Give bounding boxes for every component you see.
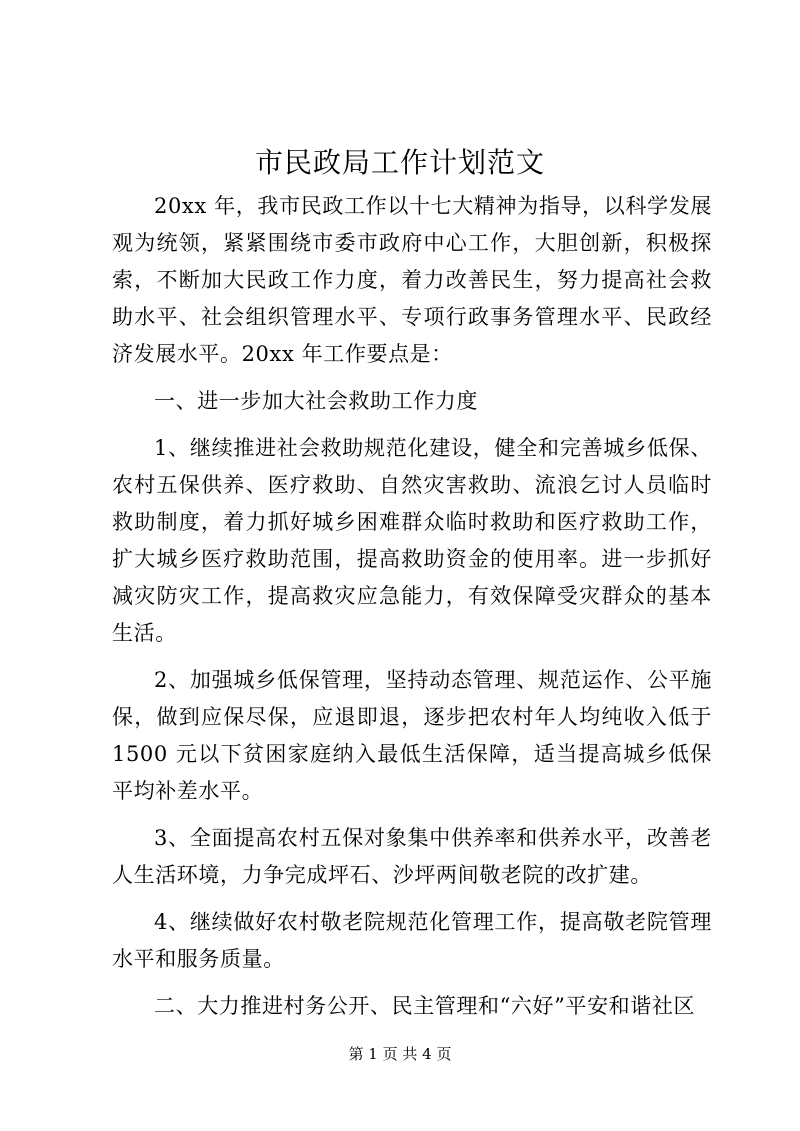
item-paragraph-1: 1、继续推进社会救助规范化建设，健全和完善城乡低保、农村五保供养、医疗救助、自然灾害救助、流浪乞讨人员临时救助制度，着力抓好城乡困难群众临时救助和医疗救助工作，扩大城乡医疗救助范围，提高救助资金的使用率。进一步抓好减灾防灾工作，提高救灾应急能力，有效保障受灾群众的基本生活。 xyxy=(112,436,712,645)
document-body xyxy=(112,188,712,1035)
section-heading-1: 一、进一步加大社会救助工作力度 xyxy=(154,389,478,413)
item-paragraph-3: 3、全面提高农村五保对象集中供养率和供养水平，改善老人生活环境，力争完成坪石、沙坪两间敬老院的改扩建。 xyxy=(112,826,712,887)
section-heading-2: 二、大力推进村务公开、民主管理和“六好”平安和谐社区 xyxy=(154,994,696,1018)
item-paragraph-4: 4、继续做好农村敬老院规范化管理工作，提高敬老院管理水平和服务质量。 xyxy=(112,910,712,971)
intro-paragraph: 20xx 年，我市民政工作以十七大精神为指导，以科学发展观为统领，紧紧围绕市委市政府中心工作，大胆创新，积极探索，不断加大民政工作力度，着力改善民生，努力提高社会救助水平、社会组织管理水平、专项行政事务管理水平、民政经济发展水平。20xx 年工作要点是： xyxy=(112,194,712,366)
page-title: 市民政局工作计划范文 xyxy=(254,146,545,179)
page-footer: 第 1 页 共 4 页 xyxy=(348,1045,452,1063)
item-paragraph-2: 2、加强城乡低保管理，坚持动态管理、规范运作、公平施保，做到应保尽保，应退即退，逐步把农村年人均纯收入低于1500 元以下贫困家庭纳入最低生活保障，适当提高城乡低保平均补差水平。 xyxy=(112,668,712,803)
